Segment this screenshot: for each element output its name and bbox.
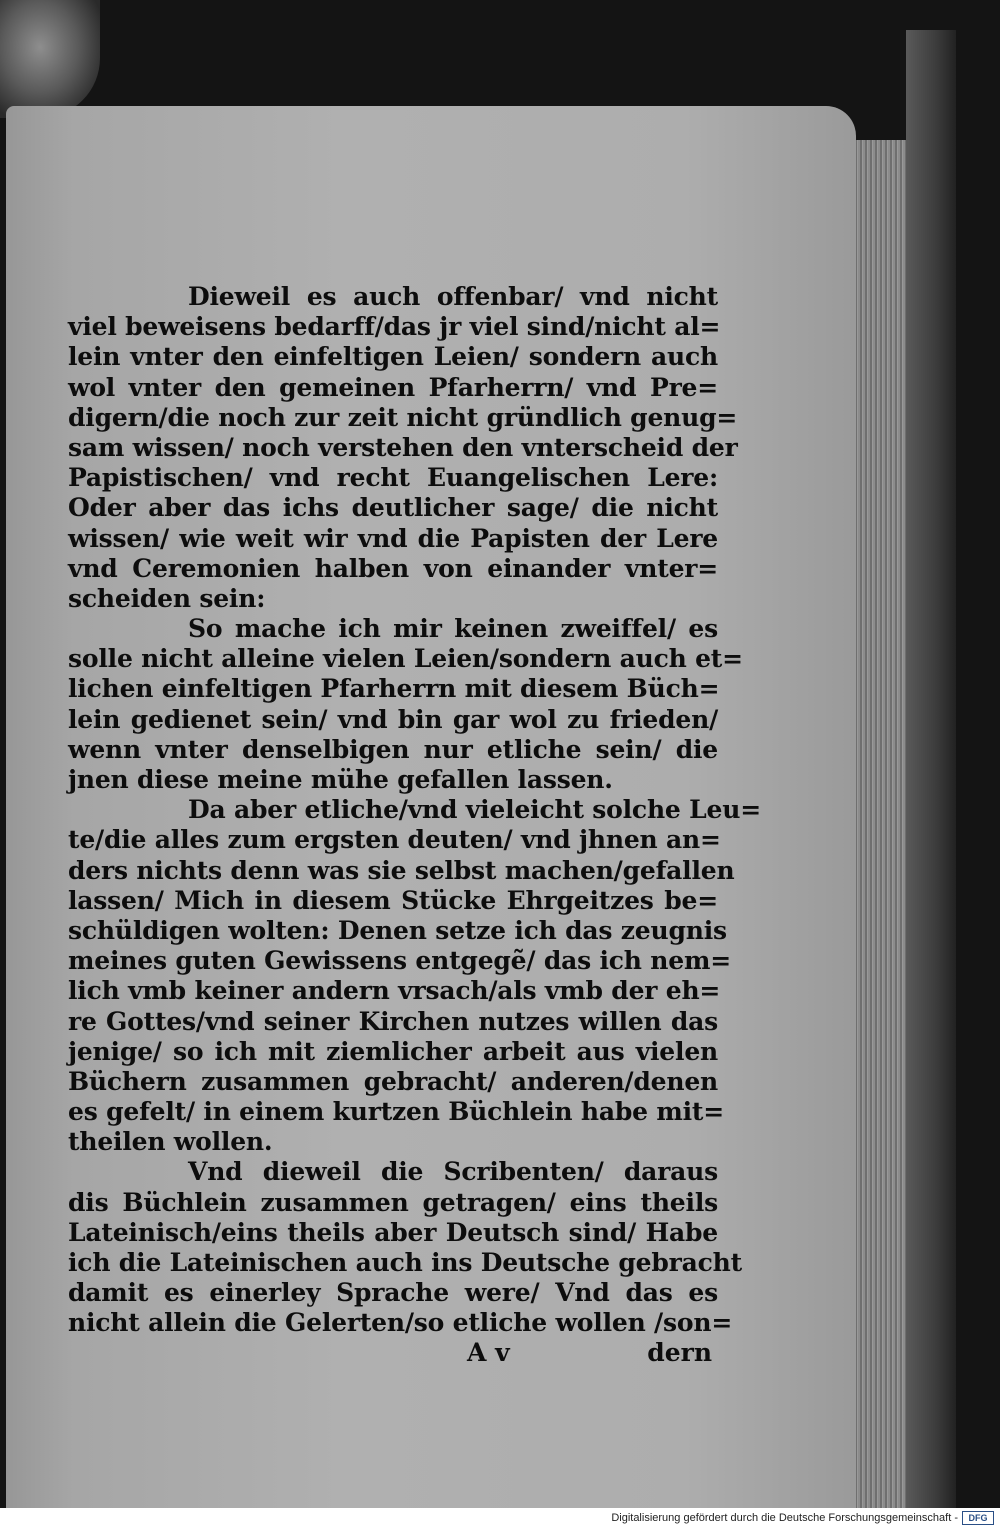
text-line: solle nicht alleine vielen Leien/sondern auch et= bbox=[68, 644, 743, 674]
text-line: schüldigen wolten: Denen setze ich das zeugnis bbox=[68, 915, 727, 945]
page-edges bbox=[848, 140, 906, 1508]
text-line: ich die Lateinischen auch ins Deutsche gebracht bbox=[68, 1248, 742, 1277]
text-line: Papistischen/ vnd recht Euangelischen Lere: bbox=[68, 463, 718, 493]
text-line: So mache ich mir keinen zweiffel/ es bbox=[188, 614, 718, 644]
text-line: Büchern zusammen gebracht/ anderen/denen bbox=[68, 1066, 718, 1096]
text-line: lein vnter den einfeltigen Leien/ sondern auch bbox=[68, 342, 718, 372]
text-line: jnen diese meine mühe gefallen lassen. bbox=[68, 765, 613, 794]
text-line: wenn vnter denselbigen nur etliche sein/ die bbox=[68, 734, 718, 764]
text-line: lein gedienet sein/ vnd bin gar wol zu frieden/ bbox=[68, 704, 718, 734]
text-line: Da aber etliche/vnd vieleicht solche Leu= bbox=[188, 795, 761, 825]
text-line: wissen/ wie weit wir vnd die Papisten der Lere bbox=[68, 523, 718, 553]
text-line: lichen einfeltigen Pfarherrn mit diesem Büch= bbox=[68, 674, 720, 704]
text-line: Dieweil es auch offenbar/ vnd nicht bbox=[188, 282, 718, 311]
book-cover-edge bbox=[906, 30, 956, 1508]
text-line: digern/die noch zur zeit nicht gründlich genug= bbox=[68, 402, 738, 432]
text-line: sam wissen/ noch verstehen den vnterscheid der bbox=[68, 432, 738, 462]
dfg-logo: DFG bbox=[962, 1511, 994, 1525]
text-line: theilen wollen. bbox=[68, 1127, 273, 1157]
text-line: Vnd dieweil die Scribenten/ daraus bbox=[188, 1157, 718, 1187]
text-line: Oder aber das ichs deutlicher sage/ die nicht bbox=[68, 493, 718, 523]
text-line: dis Büchlein zusammen getragen/ eins theils bbox=[68, 1187, 718, 1217]
text-line: viel beweisens bedarff/das jr viel sind/nicht al= bbox=[68, 312, 721, 342]
text-line: scheiden sein: bbox=[68, 583, 266, 613]
page-text bbox=[68, 282, 761, 1339]
funding-notice: Digitalisierung gefördert durch die Deutsche Forschungsgemeinschaft - bbox=[611, 1512, 958, 1524]
text-line: ders nichts denn was sie selbst machen/gefallen bbox=[68, 855, 735, 885]
text-line: Lateinisch/eins theils aber Deutsch sind/ Habe bbox=[68, 1217, 718, 1247]
text-line: vnd Ceremonien halben von einander vnter= bbox=[68, 553, 718, 583]
text-line: lich vmb keiner andern vrsach/als vmb der eh= bbox=[68, 976, 721, 1006]
text-line: jenige/ so ich mit ziemlicher arbeit aus vielen bbox=[68, 1036, 718, 1066]
text-line: te/die alles zum ergsten deuten/ vnd jhnen an= bbox=[68, 825, 721, 855]
footer-bar bbox=[0, 1508, 1000, 1529]
text-line: wol vnter den gemeinen Pfarherrn/ vnd Pre= bbox=[68, 372, 718, 402]
signature-mark: A v bbox=[467, 1338, 510, 1367]
catchword: dern bbox=[647, 1338, 712, 1367]
text-line: nicht allein die Gelerten/so etliche wollen /son= bbox=[68, 1308, 733, 1338]
book-spine-curl bbox=[0, 0, 100, 118]
text-line: re Gottes/vnd seiner Kirchen nutzes willen das bbox=[68, 1006, 718, 1036]
text-line: es gefelt/ in einem kurtzen Büchlein habe mit= bbox=[68, 1097, 725, 1127]
book-page bbox=[6, 106, 856, 1508]
text-line: meines guten Gewissens entgegẽ/ das ich nem= bbox=[68, 946, 731, 976]
text-line: damit es einerley Sprache were/ Vnd das es bbox=[68, 1278, 718, 1308]
text-line: lassen/ Mich in diesem Stücke Ehrgeitzes be= bbox=[68, 885, 718, 915]
